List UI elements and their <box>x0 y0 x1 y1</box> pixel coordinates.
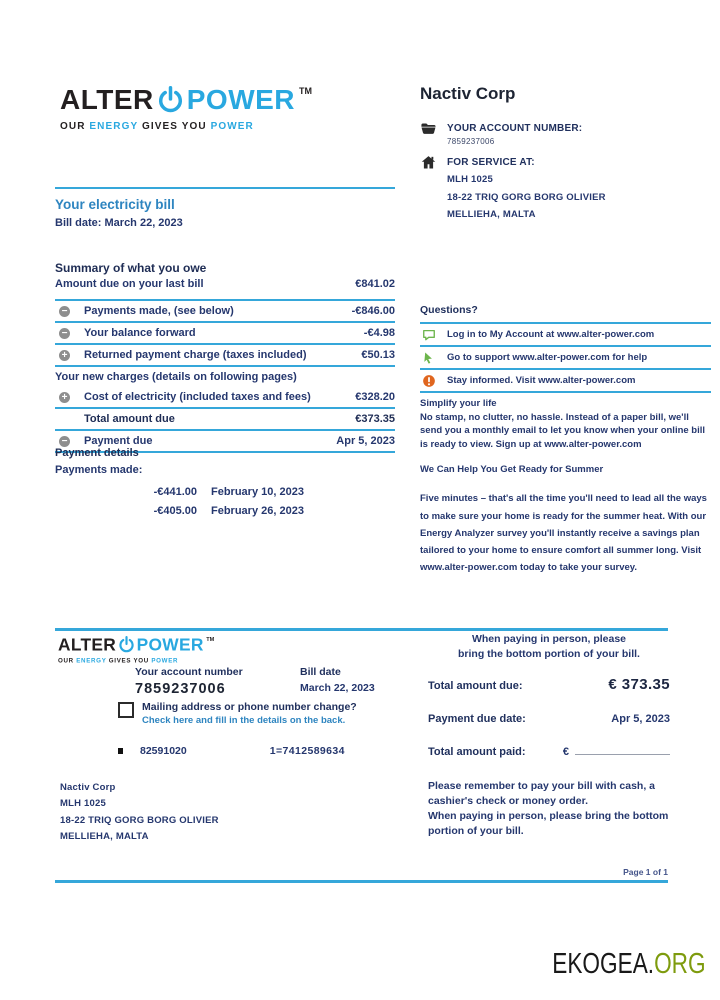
summary-title: Summary of what you owe <box>55 261 207 275</box>
help-link-text[interactable]: Go to support www.alter-power.com for help <box>447 352 648 363</box>
tagline-gives-you: GIVES YOU <box>138 121 211 132</box>
tagline-energy: ENERGY <box>89 121 139 132</box>
chat-bubble-icon <box>422 328 436 342</box>
tagline-power: POWER <box>210 121 254 132</box>
table-row <box>55 365 395 387</box>
mailing-address-block <box>60 780 219 845</box>
row-label: Your new charges (details on following pages) <box>55 371 297 383</box>
help-link-text[interactable]: Stay informed. Visit www.alter-power.com <box>447 375 636 386</box>
ekogea-org-text: ORG <box>654 948 706 980</box>
minus-icon: − <box>59 436 70 447</box>
page-indicator: Page 1 of 1 <box>623 867 668 877</box>
stub-account-label: Your account number <box>135 666 243 678</box>
payment-details-title: Payment details <box>55 447 139 459</box>
table-row <box>55 387 395 407</box>
last-bill-value: €841.02 <box>355 278 395 290</box>
payment-item <box>135 502 395 521</box>
scanline-right: 1=7412589634 <box>269 745 345 757</box>
tagline-power: POWER <box>151 657 179 665</box>
trademark-symbol: TM <box>206 636 215 643</box>
reminder-line2: When paying in person, please bring the bottom portion of your bill. <box>428 809 669 837</box>
logo-text-power: POWER <box>136 634 204 654</box>
trademark-symbol: TM <box>299 86 313 96</box>
mailing-change-block <box>118 701 357 726</box>
stub-account-number: 7859237006 <box>135 681 226 697</box>
brand-tagline <box>60 121 312 132</box>
alterpower-logo-small <box>58 636 214 665</box>
total-due-label: Total amount due: <box>428 680 523 693</box>
payment-date: February 10, 2023 <box>211 486 304 498</box>
stub-divider-line <box>55 628 668 631</box>
mailing-change-note: Check here and fill in the details on the back. <box>142 715 346 726</box>
ekogea-text: EKOGEA. <box>552 948 655 980</box>
scan-marker-icon <box>118 748 123 754</box>
promo2-title: We Can Help You Get Ready for Summer <box>420 464 604 476</box>
promo1-title: Simplify your life <box>420 398 497 409</box>
page-bottom-line <box>55 880 668 883</box>
mailto-line1: Nactiv Corp <box>60 782 116 793</box>
help-row <box>420 345 711 368</box>
tagline-energy: ENERGY <box>76 657 107 665</box>
stub-bill-date: March 22, 2023 <box>300 682 375 694</box>
tagline-gives-you: GIVES YOU <box>106 657 152 665</box>
total-due-label: Total amount due <box>84 413 175 425</box>
plus-icon: + <box>59 350 70 361</box>
pay-note-line1: When paying in person, please <box>471 633 627 645</box>
row-value: €328.20 <box>355 391 395 403</box>
ekogea-logo <box>553 948 706 981</box>
table-row <box>55 299 395 321</box>
cursor-icon <box>422 351 436 365</box>
questions-section <box>420 304 711 393</box>
total-due-value: €373.35 <box>355 413 395 425</box>
amount-paid-label: Total amount paid: <box>428 746 526 759</box>
mailing-change-label: Mailing address or phone number change? <box>142 701 357 713</box>
stub-bill-date-label: Bill date <box>300 666 341 678</box>
payment-item <box>135 483 395 502</box>
mailto-line3: 18-22 TRIQ GORG BORG OLIVIER <box>60 814 219 826</box>
folder-icon <box>420 120 437 137</box>
due-date-value: Apr 5, 2023 <box>611 713 670 726</box>
summary-section <box>55 261 395 453</box>
row-label: Cost of electricity (included taxes and fees) <box>84 391 311 403</box>
minus-icon: − <box>59 328 70 339</box>
payment-details-section <box>55 447 395 520</box>
promo-section <box>420 398 708 576</box>
service-address-label: FOR SERVICE AT: <box>447 157 535 168</box>
row-value: Apr 5, 2023 <box>336 435 395 447</box>
payment-date: February 26, 2023 <box>211 504 304 517</box>
row-label: Payment due <box>84 435 153 447</box>
table-row <box>55 343 395 365</box>
mailing-change-checkbox[interactable] <box>118 702 134 718</box>
minus-icon: − <box>59 306 70 317</box>
logo-text-alter: ALTER <box>60 84 154 115</box>
logo-text-power: POWER <box>186 84 296 115</box>
promo2-text: Five minutes – that's all the time you'll need to lead all the ways to make sure your home is ready for the summer heat. With our Energy Analyzer survey you'll instantly receive a savings plan tailored to your home to ensure comfort all summer long. Visit www.alter-power.com today to take your survey. <box>420 493 707 573</box>
plus-icon: + <box>59 392 70 403</box>
mailto-line2: MLH 1025 <box>60 798 106 810</box>
logo-text-alter: ALTER <box>58 634 117 654</box>
payment-amount: -€441.00 <box>153 486 197 498</box>
due-date-label: Payment due date: <box>428 713 526 726</box>
alert-icon <box>422 374 436 388</box>
row-label: Payments made, (see below) <box>84 305 234 317</box>
total-due-value: € 373.35 <box>608 676 670 694</box>
row-label: Your balance forward <box>84 327 196 339</box>
last-bill-label: Amount due on your last bill <box>55 278 204 290</box>
brand-tagline <box>58 658 214 665</box>
reminder-block <box>428 779 673 839</box>
table-row <box>55 321 395 343</box>
summary-table <box>55 299 395 453</box>
power-button-icon <box>157 86 184 113</box>
payment-amount: -€405.00 <box>153 504 197 517</box>
scanline-left: 82591020 <box>140 745 187 757</box>
customer-name: Nactiv Corp <box>420 84 516 103</box>
pay-note-line2: bring the bottom portion of your bill. <box>458 648 640 661</box>
account-number-value: 7859237006 <box>447 137 495 146</box>
amount-paid-blank-field[interactable] <box>575 744 670 755</box>
bill-date: Bill date: March 22, 2023 <box>55 217 183 229</box>
row-value: €50.13 <box>361 349 395 361</box>
row-value: -€4.98 <box>363 327 395 339</box>
alterpower-logo <box>60 86 312 132</box>
stub-account-block <box>135 666 375 697</box>
service-address-line1: MLH 1025 <box>447 174 493 185</box>
help-link-text[interactable]: Log in to My Account at www.alter-power.com <box>447 329 655 340</box>
bill-title: Your electricity bill <box>55 197 175 212</box>
service-address-line3: MELLIEHA, MALTA <box>447 209 536 221</box>
bill-title-block <box>55 187 395 229</box>
tagline-our: OUR <box>60 121 90 132</box>
payments-made-label: Payments made: <box>55 464 143 476</box>
scanline-row <box>118 745 345 757</box>
help-row <box>420 322 711 345</box>
power-button-icon <box>118 636 135 653</box>
amount-paid-currency: € <box>562 746 569 759</box>
row-label: Returned payment charge (taxes included) <box>84 349 307 361</box>
row-value: -€846.00 <box>351 305 395 317</box>
stub-payment-block <box>428 632 670 758</box>
mailto-line4: MELLIEHA, MALTA <box>60 830 149 842</box>
questions-title: Questions? <box>420 304 478 316</box>
help-row <box>420 368 711 393</box>
house-icon <box>420 154 437 171</box>
service-address-line2: 18-22 TRIQ GORG BORG OLIVIER <box>447 191 606 203</box>
reminder-line1: Please remember to pay your bill with cash, a cashier's check or money order. <box>428 780 656 807</box>
tagline-our: OUR <box>58 657 77 665</box>
table-row-total <box>55 407 395 429</box>
account-number-label: YOUR ACCOUNT NUMBER: <box>447 123 583 134</box>
customer-info-block <box>420 84 705 224</box>
promo1-text: No stamp, no clutter, no hassle. Instead of a paper bill, we'll send you a monthly email to let you know when your online bill is ready to view. Sign up at www.alter-power.com <box>420 412 706 450</box>
